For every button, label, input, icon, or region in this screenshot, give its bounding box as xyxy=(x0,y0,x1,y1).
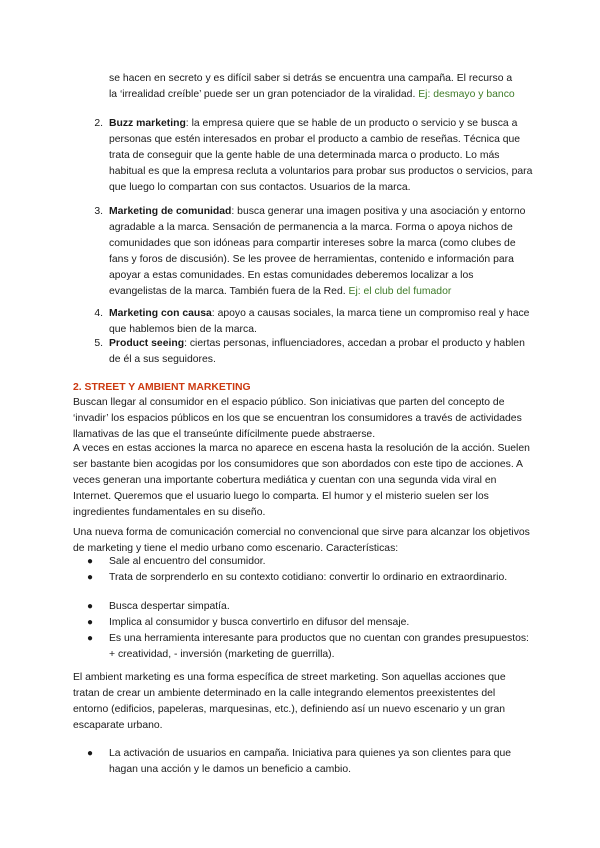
bullet-item: ● La activación de usuarios en campaña. Iniciativa para quienes ya son clientes para que hagan una acción y le damos un beneficio a cambio. xyxy=(87,748,512,775)
list-item-term: Marketing con causa xyxy=(109,308,212,319)
section-heading: 2. STREET Y AMBIENT MARKETING xyxy=(73,382,251,393)
bullet-item: ● Es una herramienta interesante para productos que no cuentan con grandes presupuestos: + creatividad, - inversión (marketing de guerrilla). xyxy=(87,633,529,660)
list-item: 2. Buzz marketing: la empresa quiere que se hable de un producto o servicio y se busca a personas que estén interesados en probar el producto a cambio de reseñas. Técnica que trata de conseguir que la gente hable de una determinada marca o producto. Lo más habitual es que la empresa recluta a voluntarios para probar sus productos o servicios, para que luego lo compartan con sus contactos. Usuarios de la marca. xyxy=(94,118,533,193)
bullet-icon: ● xyxy=(87,748,94,759)
continuation-paragraph: se hacen en secreto y es difícil saber si detrás se encuentra una campaña. El recurso a la ‘irrealidad creíble’ puede ser un gran potenciador de la viralidad. Ej: desmayo y banco xyxy=(109,73,515,100)
bullet-item: ● Trata de sorprenderlo en su contexto cotidiano: convertir lo ordinario en extraordinario. xyxy=(73,570,533,586)
list-item-term: Buzz marketing xyxy=(109,118,186,129)
list-item: 5. Product seeing: ciertas personas, influenciadores, accedan a probar el producto y hablen de él a sus seguidores. xyxy=(94,338,525,365)
example-text: Ej: el club del fumador xyxy=(348,286,452,297)
paragraph: Buscan llegar al consumidor en el espacio público. Son iniciativas que parten del concepto de ‘invadir’ los espacios públicos en los que se encuentran los consumidores a través de actividades llamativas de las que el transeúnte difícilmente puede abstraerse. xyxy=(73,397,522,440)
bullet-icon: ● xyxy=(87,572,94,583)
bullet-item: ● Implica al consumidor y busca convertirlo en difusor del mensaje. xyxy=(73,615,533,631)
bullet-item: ● Busca despertar simpatía. xyxy=(73,599,533,615)
paragraph: El ambient marketing es una forma específica de street marketing. Son aquellas acciones que tratan de crear un ambiente determinado en la calle integrando elementos preexistentes del entorno (edificios, papeleras, marquesinas, etc.), definiendo así un nuevo escenario y un gran escaparate urbano. xyxy=(73,672,506,731)
bullet-icon: ● xyxy=(87,556,94,567)
bullet-item: ● Sale al encuentro del consumidor. xyxy=(73,554,533,570)
list-item-term: Marketing de comunidad xyxy=(109,206,232,217)
example-text: Ej: desmayo y banco xyxy=(418,89,515,100)
bullet-icon: ● xyxy=(87,601,94,612)
paragraph: Una nueva forma de comunicación comercial no convencional que sirve para alcanzar los objetivos de marketing y tiene el medio urbano como escenario. Características: xyxy=(73,527,530,554)
list-item: 3. Marketing de comunidad: busca generar una imagen positiva y una asociación y entorno agradable a la marca. Sensación de permanencia a la marca. Forma o apoya nichos de comunidades que son idóneas para compartir intereses sobre la marca (como clubes de fans y foros de discusión). Se les provee de herramientas, contenido e información para apoyar a estas comunidades. En estas comunidades deberemos localizar a los evangelistas de la marca. También fuera de la Red. Ej: el club del fumador xyxy=(94,206,526,297)
list-item: 4. Marketing con causa: apoyo a causas sociales, la marca tiene un compromiso real y hace que hablemos bien de la marca. xyxy=(94,308,530,335)
bullet-icon: ● xyxy=(87,633,94,644)
bullet-icon: ● xyxy=(87,617,94,628)
paragraph: A veces en estas acciones la marca no aparece en escena hasta la resolución de la acción. Suelen ser bastante bien acogidas por los consumidores que son abordados con este tipo de acciones. A veces generan una importante cobertura mediática y cuentan con una segunda vida viral en Internet. Queremos que el usuario luego lo comparta. El humor y el misterio suelen ser los ingredientes fundamentales en su diseño. xyxy=(73,443,530,518)
list-item-term: Product seeing xyxy=(109,338,185,349)
